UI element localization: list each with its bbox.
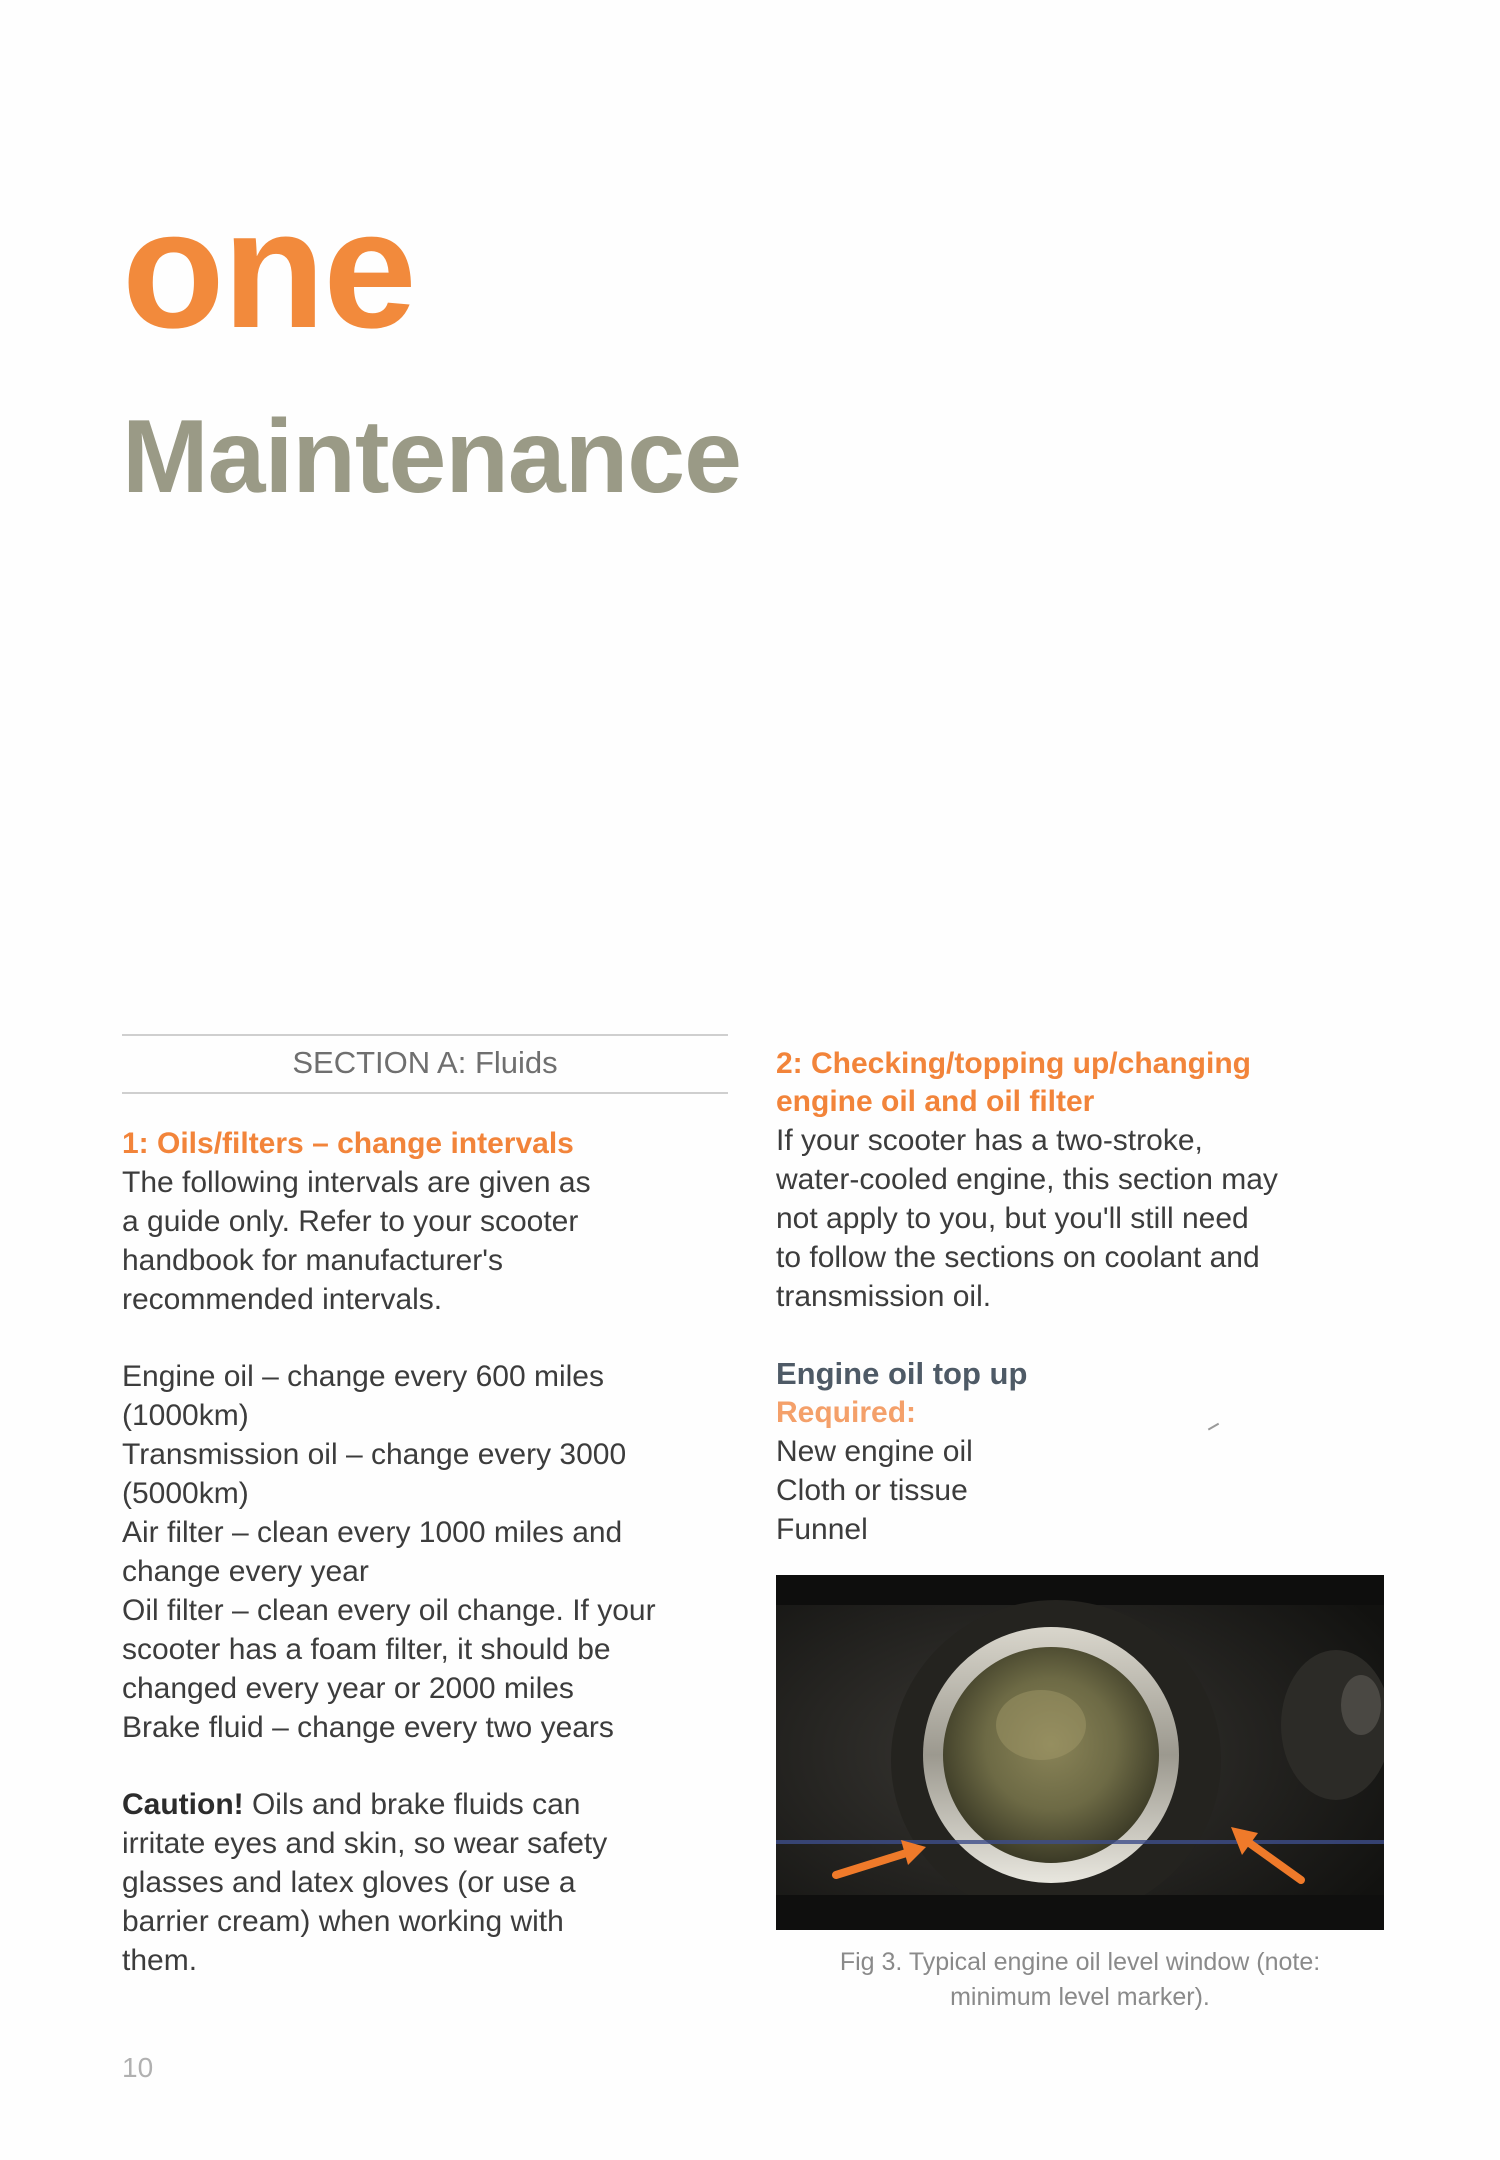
right-heading-line: 2: Checking/topping up/changing <box>776 1047 1251 1080</box>
required-item: Cloth or tissue <box>776 1474 968 1507</box>
subsection-title: Engine oil top up <box>776 1356 1028 1391</box>
right-intro-line: If your scooter has a two-stroke, <box>776 1124 1203 1157</box>
right-intro-paragraph <box>776 1121 1396 1316</box>
intro-line: handbook for manufacturer's <box>122 1244 503 1277</box>
page-number: 10 <box>122 2052 154 2083</box>
intro-line: a guide only. Refer to your scooter <box>122 1205 579 1238</box>
required-label: Required: <box>776 1396 917 1429</box>
oil-window-illustration <box>776 1575 1384 1930</box>
interval-line: Brake fluid – change every two years <box>122 1711 614 1744</box>
interval-line: (5000km) <box>122 1477 249 1510</box>
right-heading-line: engine oil and oil filter <box>776 1085 1095 1118</box>
required-item: Funnel <box>776 1513 868 1546</box>
paragraph-gap <box>776 1316 1396 1354</box>
chapter-title: Maintenance <box>122 399 741 515</box>
required-list <box>776 1432 1396 1549</box>
right-intro-line: not apply to you, but you'll still need <box>776 1202 1249 1235</box>
right-heading <box>776 1045 1396 1121</box>
caution-lead: Caution! <box>122 1788 244 1821</box>
left-heading: 1: Oils/filters – change intervals <box>122 1127 574 1160</box>
caution-line <box>122 1785 742 1824</box>
intro-line: recommended intervals. <box>122 1283 443 1316</box>
chapter-number: one <box>122 175 415 363</box>
required-item: New engine oil <box>776 1435 973 1468</box>
interval-line: (1000km) <box>122 1399 249 1432</box>
section-rule-top <box>122 1034 728 1036</box>
caution-line: glasses and latex gloves (or use a <box>122 1866 576 1899</box>
interval-line: change every year <box>122 1555 369 1588</box>
oil-window-photo <box>776 1575 1384 1930</box>
figure-caption <box>776 1945 1384 2015</box>
caution-line: them. <box>122 1944 198 1977</box>
caution-paragraph <box>122 1785 742 1980</box>
interval-line: Oil filter – clean every oil change. If your <box>122 1594 656 1627</box>
right-column <box>776 1045 1396 1549</box>
intervals-list <box>122 1357 742 1747</box>
caution-line: irritate eyes and skin, so wear safety <box>122 1827 608 1860</box>
section-rule-bottom <box>122 1092 728 1094</box>
left-column <box>122 1125 742 1980</box>
paragraph-gap <box>122 1319 742 1357</box>
caution-text: Oils and brake fluids can <box>243 1788 581 1821</box>
intro-line: The following intervals are given as <box>122 1166 591 1199</box>
interval-line: Air filter – clean every 1000 miles and <box>122 1516 623 1549</box>
interval-line: Transmission oil – change every 3000 <box>122 1438 627 1471</box>
right-intro-line: to follow the sections on coolant and <box>776 1241 1260 1274</box>
caution-line: barrier cream) when working with <box>122 1905 564 1938</box>
section-label: SECTION A: Fluids <box>292 1045 558 1080</box>
right-intro-line: water-cooled engine, this section may <box>776 1163 1278 1196</box>
paragraph-gap <box>122 1747 742 1785</box>
interval-line: Engine oil – change every 600 miles <box>122 1360 604 1393</box>
caption-line: minimum level marker). <box>950 1983 1210 2011</box>
interval-line: scooter has a foam filter, it should be <box>122 1633 611 1666</box>
caption-line: Fig 3. Typical engine oil level window (note: <box>839 1948 1321 1976</box>
interval-line: changed every year or 2000 miles <box>122 1672 574 1705</box>
right-intro-line: transmission oil. <box>776 1280 992 1313</box>
intro-paragraph <box>122 1163 742 1319</box>
